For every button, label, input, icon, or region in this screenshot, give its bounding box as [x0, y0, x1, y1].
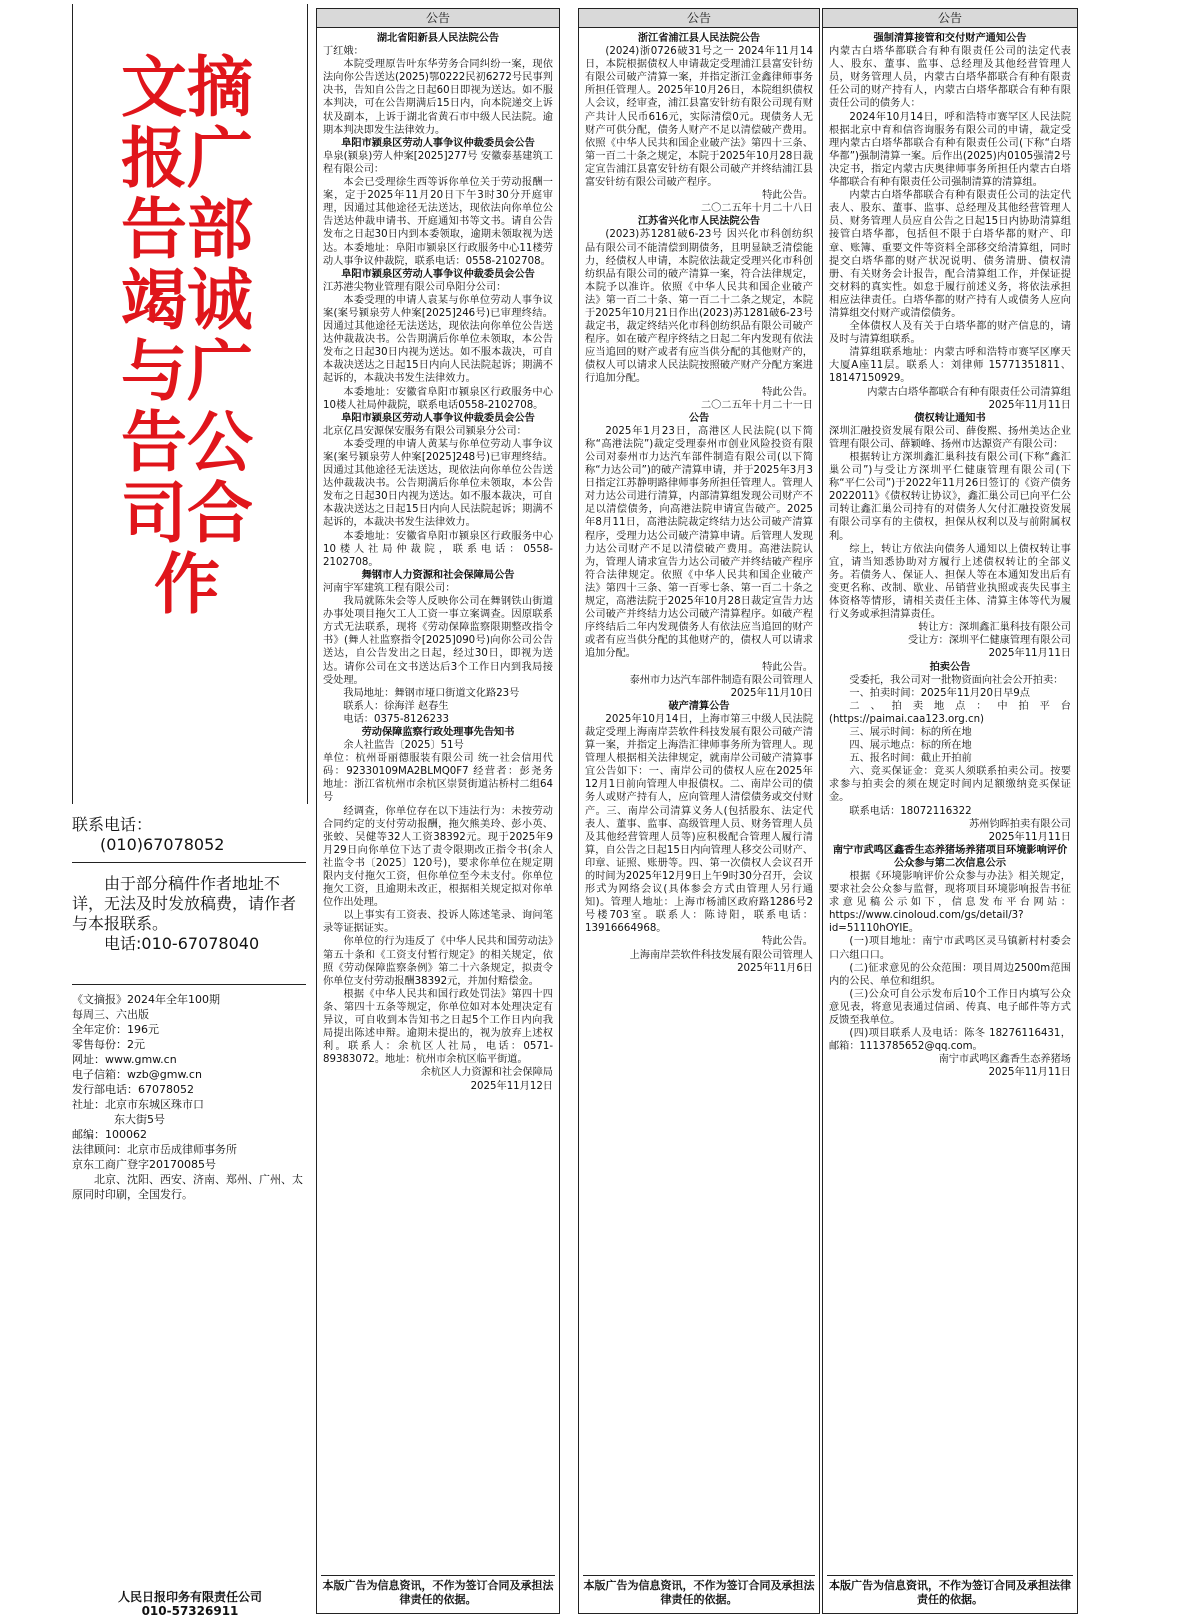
author-notice-text: 由于部分稿件作者地址不详，无法及时发放稿费，请作者与本报联系。 — [72, 874, 297, 933]
notice-paragraph: 根据《中华人民共和国行政处罚法》第四十四条、第四十五条等规定，你单位如对本处理决定有异议，可自收到本告知书之日起5个工作日内向我局提出陈述申辩。逾期未提出的，视为放弃上述权利。联系人：余杭区人社局，电话：0571-89383072。地址：杭州市余杭区临平街道。 — [323, 988, 553, 1066]
contact-block — [72, 812, 306, 854]
notice-signature: 2025年11月6日 — [737, 962, 813, 974]
notice-signature: 转让方：深圳鑫汇巢科技有限公司 — [918, 622, 1071, 634]
notice-paragraph: 受委托，我公司对一批物资面向社会公开拍卖： — [849, 674, 1064, 686]
notice-paragraph: (一)项目地址：南宁市武鸣区灵马镇新村村委会口六组口口。 — [829, 936, 1071, 961]
notice-signature: 特此公告。 — [762, 386, 813, 398]
notice-paragraph: 本院受理原告叶东华劳务合同纠纷一案，现依法向你公告送达(2025)鄂0222民初6272号民事判决书，告知自公告之日起60日即视为送达。如不服本判决，可在公告期满后15日内，向本院递交上诉状及副本，上诉于湖北省黄石市中级人民法院。逾期本判决即发生法律效力。 — [323, 59, 553, 136]
notice-paragraph: 联系电话：18072116322 — [849, 805, 972, 817]
notice-paragraph: 五、报名时间：截止开拍前 — [849, 753, 972, 765]
notice-paragraph: 2024年10月14日，呼和浩特市赛罕区人民法院根据北京中育和信咨询服务有限公司的申请，裁定受理内蒙古白塔华都联合有种有限责任公司(下称“白塔华都”)强制清算一案。后作出(2025)内0105强清2号决定书，指定内蒙古庆奥律师事务所担任内蒙古白塔华都联合有种有限责任公司强制清算的清算组。 — [829, 111, 1071, 189]
notice-paragraph: 2025年10月14日，上海市第三中级人民法院裁定受理上海南岸芸软件科技发展有限公司破产清算一案，并指定上海浩汇律师事务所为管理人。现管理人根据相关法律规定，就南岸公司破产清算事宜公告如下：一、南岸公司的债权人应在2025年12月1日前向管理人申报债权。二、南岸公司的债务人或财产持有人，应向管理人清偿债务或交付财产。三、南岸公司清算义务人(包括股东、法定代表人、董事、监事、高级管理人员、财务管理人员及其他经营管理人员等)应积极配合管理人履行清算，自公告之日起15日内向管理人移交公司财产、印章、证照、账册等。四、第一次债权人会议召开的时间为2025年12月9日上午9时30分召开，会议形式为网络会议(具体参会方式由管理人另行通知)。管理人地址：上海市杨浦区政府路1286号2号楼703室。联系人：陈诗阳，联系电话：13916664968。 — [585, 713, 813, 935]
notice-signature: 特此公告。 — [762, 936, 813, 948]
column-body — [317, 28, 559, 1602]
colophon-line: 京东工商广登字20170085号 — [72, 1158, 216, 1171]
colophon-line: 网址：www.gmw.cn — [72, 1053, 177, 1066]
notice-paragraph: 2025年1月23日，高港区人民法院(以下简称“高港法院”)裁定受理泰州市创业风险投资有限公司对泰州市力达汽车部件制造有限公司(以下简称“力达公司”)的破产清算申请，并于2025年3月3日指定江苏静明路律师事务所担任管理人。管理人对力达公司进行清算，内部清算组发现公司财产不足以清偿债务，向高港法院申请宣告破产。2025年8月11日，高港法院裁定终结力达公司破产清算程序，受理力达公司破产清算申请。后管理人发现力达公司财产不足以清偿破产费用。高港法院认为，管理人请求宣告力达公司破产并终结破产程序符合法律规定。依照《中华人民共和国企业破产法》第四十三条、第一百零七条、第一百二十条之规定，高港法院于2025年10月28日裁定宣告力达公司破产并终结力达公司破产清算程序。如破产程序终结后二年内发现债务人有依法应当追回的财产或者有应当供分配的其他财产的，债权人可以请求追加分配。 — [585, 425, 813, 660]
colophon-line: 每周三、六出版 — [72, 1008, 149, 1021]
notice-title: 拍卖公告 — [929, 661, 971, 673]
notice-signature: 上海南岸芸软件科技发展有限公司管理人 — [629, 949, 813, 961]
colophon — [72, 992, 306, 1202]
notice-paragraph: 以上事实有工资表、投诉人陈述笔录、询问笔录等证据证实。 — [323, 910, 553, 935]
notice-addressee: 丁红娥： — [323, 46, 364, 58]
notice-signature: 南宁市武鸣区鑫香生态养猪场 — [938, 1054, 1071, 1066]
notice-paragraph: (2024)浙0726破31号之一 2024年11月14日，本院根据债权人申请裁定受理浦江县富安针纺有限公司破产清算一案，并指定浙江金鑫律师事务所担任管理人。2025年10月26日，本院组织债权人会议，经审查，浦江县富安针纺有限公司现有财产共计人民币616元，实际清偿0元。现债务人无财产可供分配，债务人财产不足以清偿破产费用。依照《中华人民共和国企业破产法》第四十三条、第一百二十条之规定，本院于2025年10月28日裁定宣告浦江县富安针纺有限公司破产并终结浦江县富安针纺有限公司破产程序。 — [585, 46, 813, 189]
notice-paragraph: 六、竞买保证金：竞买人须联系拍卖公司。按要求参与拍卖会的须在规定时间内足额缴纳竞买保证金。 — [829, 766, 1071, 804]
notice-paragraph: 电话：0375-8126233 — [343, 713, 449, 725]
notice-signature: 特此公告。 — [762, 190, 813, 202]
contact-label: 联系电话： — [72, 815, 153, 834]
sidebar — [72, 4, 310, 1618]
column-body — [823, 28, 1077, 1602]
notice-paragraph: 余人社监告〔2025〕51号 — [343, 740, 464, 752]
disclaimer: 本版广告为信息资讯，不作为签订合同及承担法律责任的依据。 — [583, 1575, 815, 1607]
notice-column-1 — [316, 8, 560, 1614]
notice-title: 公告 — [688, 412, 710, 424]
notice-addressee: 深圳汇融投资发展有限公司、薛俊熙、扬州美达企业管理有限公司、薛颖峰、扬州市达源资产有限公司： — [829, 425, 1071, 450]
notice-signature: 余杭区人力资源和社会保障局 — [420, 1067, 553, 1079]
colophon-line: 零售每份：2元 — [72, 1038, 145, 1051]
notice-paragraph: 四、展示地点：标的所在地 — [849, 740, 972, 752]
contact-phone: (010)67078052 — [100, 835, 225, 854]
divider — [72, 984, 306, 985]
notice-title: 破产清算公告 — [668, 700, 730, 712]
colophon-line: 全年定价：196元 — [72, 1023, 159, 1036]
notice-signature: 2025年11月11日 — [988, 831, 1071, 843]
author-notice — [72, 874, 306, 954]
colophon-line: 《文摘报》2024年全年100期 — [72, 993, 220, 1006]
author-notice-phone: 电话:010-67078040 — [104, 934, 260, 953]
notice-signature: 内蒙古白塔华都联合有种有限责任公司清算组 — [867, 386, 1071, 398]
notice-paragraph: 本会已受理徐生西等诉你单位关于劳动报酬一案，定于2025年11月20日下午3时30分开庭审理，因通过其他途径无法送达，现依法向你单位公告送达仲裁申请书、开庭通知书等文书。请自公告发布之日起30日内到本委领取，逾期未领取视为送达。本委地址：阜阳市颍泉区行政服务中心11楼劳动人事争议仲裁院，联系电话：0558-2102708。 — [323, 177, 553, 267]
notice-paragraph: 全体债权人及有关于白塔华都的财产信息的，请及时与清算组联系。 — [829, 321, 1071, 346]
notice-title: 强制清算接管和交付财产通知公告 — [873, 33, 1027, 44]
notice-paragraph: 三、展示时间：标的所在地 — [849, 726, 972, 738]
notice-paragraph: 经调查，你单位存在以下违法行为：未按劳动合同约定的支付劳动报酬，拖欠熊美玲、彭小英、张蛟、吴健等32人工资38392元。现于2025年9月29日向你单位下达了责令限期改正指令书(余人社监令书〔2025〕120号)，要求你单位在规定期限内支付拖欠工资，但你单位至今未支付。你单位拖欠工资，且逾期未改正，根据相关规定拟对你单位作出处理。 — [323, 805, 553, 909]
colophon-line: 北京、沈阳、西安、济南、郑州、广州、太原同时印刷，全国发行。 — [72, 1173, 303, 1201]
notice-title: 南宁市武鸣区鑫香生态养猪场养猪项目环境影响评价公众参与第二次信息公示 — [832, 844, 1068, 869]
column-body — [579, 28, 819, 1602]
column-header: 公告 — [823, 9, 1077, 28]
notice-signature: 二〇二五年十月二十一日 — [700, 399, 813, 411]
notice-paragraph: 综上，转让方依法向债务人通知以上债权转让事宜，请当知悉协助对方履行上述债权转让的全部义务。若债务人、保证人、担保人等在本通知发出后有变更名称、改制、歇业、吊销营业执照或丧失民事主体资格等情形，请相关责任主体、清算主体等代为履行义务或承担清算责任。 — [829, 543, 1071, 621]
notice-signature: 2025年11月12日 — [470, 1080, 553, 1092]
notice-paragraph: 我局地址：舞钢市垭口街道文化路23号 — [343, 687, 520, 699]
notice-title: 劳动保障监察行政处理事先告知书 — [361, 726, 515, 738]
colophon-line: 法律顾问：北京市岳成律师事务所 — [72, 1143, 237, 1156]
notice-paragraph: 内蒙古白塔华都联合有种有限责任公司的法定代表人、股东、董事、监事、总经理及其他经营管理人员、财务管理人员应自公告之日起15日内协助清算组接管白塔华都，包括但不限于白塔华都的财产、印章、账簿、重要文件等资料全部移交给清算组，同时提交白塔华都的财产状况说明、债务清册、债权清册、有关财务会计报告，配合清算组工作，并保证提交材料的真实性。如怠于履行前述义务，将依法承担相应法律责任。白塔华都的财产持有人或债务人应向清算组交付财产或清偿债务。 — [829, 190, 1071, 319]
notice-paragraph: (2023)苏1281破6-23号 因兴化市科创纺织品有限公司不能清偿到期债务，且明显缺乏清偿能力，经债权人申请，本院依法裁定受理兴化市科创纺织品有限公司的破产清算一案，符合法律规定，本院予以准许。依照《中华人民共和国企业破产法》第一百二十条、第一百二十二条之规定，本院于2025年10月21日作出(2023)苏1281破6-23号裁定书，裁定终结兴化市科创纺织品有限公司破产程序。如在破产程序终结之日起二年内发现有依法应当追回的财产或者有应当供分配的其他财产的，债权人可以请求人民法院按照破产财产分配方案进行追加分配。 — [585, 229, 813, 385]
notice-paragraph: 根据转让方深圳鑫汇巢科技有限公司(下称“鑫汇巢公司”)与受让方深圳平仁健康管理有限公司(下称“平仁公司”)于2022年11月26日签订的《资产债务2022011》《债权转让协议》，鑫汇巢公司已向平仁公司转让鑫汇巢公司持有的对债务人欠付汇融投资发展有限公司享有的主债权，担保从权利以及与前附属权利。 — [829, 452, 1071, 542]
notice-paragraph: 本委地址：安徽省阜阳市颍泉区行政服务中心10楼人社局仲裁院，联系电话0558-2102708。 — [323, 386, 553, 411]
colophon-line: 东大街5号 — [114, 1113, 165, 1126]
notice-paragraph: 清算组联系地址：内蒙古呼和浩特市赛罕区摩天大厦A座11层。联系人：刘律师 15771351811、18147150929。 — [829, 347, 1071, 385]
notice-signature: 泰州市力达汽车部件制造有限公司管理人 — [629, 674, 813, 686]
notice-paragraph: 你单位的行为违反了《中华人民共和国劳动法》第五十条和《工资支付暂行规定》的相关规定，依照《劳动保障监察条例》第二十六条规定，拟责令你单位支付劳动报酬38392元，并加付赔偿金。 — [323, 936, 553, 987]
notice-title: 江苏省兴化市人民法院公告 — [637, 216, 761, 228]
notice-paragraph: 联系人：徐海洋 赵春生 — [343, 700, 449, 712]
notice-title: 阜阳市颍泉区劳动人事争议仲裁委员会公告 — [341, 412, 535, 424]
notice-paragraph: 本委受理的申请人黄某与你单位劳动人事争议案(案号颍泉劳人仲案[2025]248号)已审理终结。因通过其他途径无法送达，现依法向你单位公告送达仲裁裁决书。公告期满后你单位未领取，本公告发布之日起30日内视为送达。如不服本裁决，可自本裁决送达之日起15日内向人民法院起诉；期满不起诉的，本裁决书发生法律效力。 — [323, 438, 553, 529]
notice-paragraph: (二)征求意见的公众范围：项目周边2500m范围内的公民、单位和组织。 — [829, 962, 1071, 987]
notice-signature: 2025年11月11日 — [988, 399, 1071, 411]
notice-signature: 2025年11月11日 — [988, 1067, 1071, 1079]
notice-signature: 特此公告。 — [762, 661, 813, 673]
column-header: 公告 — [317, 9, 559, 28]
printer-name: 人民日报印务有限责任公司 — [117, 1590, 262, 1604]
ad-slogan: 文摘报广告部竭诚与广告公司合作 — [121, 49, 253, 623]
notice-title: 舞钢市人力资源和社会保障局公告 — [361, 569, 515, 581]
notice-signature: 受让方：深圳平仁健康管理有限公司 — [908, 635, 1071, 647]
notice-title: 债权转让通知书 — [914, 412, 986, 424]
notice-addressee: 河南宇军建筑工程有限公司： — [323, 582, 456, 594]
notice-paragraph: 二、拍卖地点：中拍平台(https://paimai.caa123.org.cn) — [829, 700, 1071, 725]
notice-paragraph: 本委受理的申请人袁某与你单位劳动人事争议案(案号颍泉劳人仲案[2025]246号)已审理终结。因通过其他途径无法送达，现依法向你单位公告送达仲裁裁决书。公告期满后你单位未领取，本公告发布之日起30日内视为送达。如不服本裁决，可自本裁决送达之日起15日内向人民法院起诉；期满不起诉的，本裁决书发生法律效力。 — [323, 294, 553, 385]
notice-column-3 — [822, 8, 1078, 1614]
notice-signature: 苏州钧晖拍卖有限公司 — [969, 818, 1071, 830]
colophon-line: 邮编：100062 — [72, 1128, 147, 1141]
divider — [72, 862, 306, 863]
disclaimer: 本版广告为信息资讯，不作为签订合同及承担法律责任的依据。 — [827, 1575, 1073, 1607]
notice-addressee: 内蒙古白塔华都联合有种有限责任公司的法定代表人、股东、董事、监事、总经理及其他经营管理人员，财务管理人员，内蒙古白塔华都联合有种有限责任公司的财产持有人，内蒙古白塔华都联合有种有限责任公司的债务人： — [829, 46, 1071, 110]
notice-title: 阜阳市颍泉区劳动人事争议仲裁委员会公告 — [341, 268, 535, 280]
notice-paragraph: (三)公众可自公示发布后10个工作日内填写公众意见表，将意见表通过信函、传真、电子邮件等方式反馈至我单位。 — [829, 988, 1071, 1027]
notice-addressee: 阜泉(颍泉)劳人仲案[2025]277号 安徽泰基建筑工程有限公司： — [323, 150, 553, 175]
notice-addressee: 北京亿昌安源保安服务有限公司颍泉分公司： — [323, 425, 527, 437]
notice-signature: 2025年11月10日 — [730, 687, 813, 699]
colophon-line: 电子信箱：wzb@gmw.cn — [72, 1068, 202, 1081]
notice-title: 湖北省阳新县人民法院公告 — [376, 33, 500, 44]
notice-column-2 — [578, 8, 820, 1614]
colophon-line: 发行部电话：67078052 — [72, 1083, 194, 1096]
printer-phone: 010-57326911 — [141, 1604, 239, 1618]
notice-signature: 二〇二五年十月二十八日 — [700, 203, 813, 215]
notice-title: 阜阳市颍泉区劳动人事争议仲裁委员会公告 — [341, 137, 535, 149]
notice-paragraph: 本委地址：安徽省阜阳市颍泉区行政服务中心10楼人社局仲裁院，联系电话：0558-2102708。 — [323, 530, 553, 568]
column-header: 公告 — [579, 9, 819, 28]
notice-paragraph: 我局就陈朱会等人反映你公司在舞钢铁山街道办事处项目拖欠工人工资一事立案调查。因原联系方式无法联系，现将《劳动保障监察限期整改指令书》(舞人社监察指令[2025]090号)向你公司公告送达，自公告发出之日起，经过30日，即视为送达。请你公司在文书送达后3个工作日内到我局接受处理。 — [323, 596, 553, 686]
printer-info — [80, 1590, 300, 1618]
notice-paragraph: (四)项目联系人及电话：陈冬 18276116431，邮箱：1113785652@qq.com。 — [829, 1028, 1071, 1053]
notice-addressee: 江苏港尖物业管理有限公司阜阳分公司： — [323, 281, 507, 293]
notice-paragraph: 一、拍卖时间：2025年11月20日早9点 — [849, 687, 1030, 699]
disclaimer: 本版广告为信息资讯，不作为签订合同及承担法律责任的依据。 — [321, 1575, 555, 1607]
notice-title: 浙江省浦江县人民法院公告 — [637, 33, 761, 44]
notice-addressee: 单位：杭州哥丽德服装有限公司 统一社会信用代码：92330109MA2BLMQ0F7 经营者：彭尧务 地址：浙江省杭州市余杭区崇贤街道沾桥村二组64号 — [323, 753, 553, 804]
colophon-line: 社址：北京市东城区珠市口 — [72, 1098, 204, 1111]
notice-paragraph: 根据《环境影响评价公众参与办法》相关规定，要求社会公众参与监督，现将项目环境影响报告书征求意见稿公示如下，信息发布平台网站：https://www.cinoloud.com/gs/detail/3?id=51110hOYIE。 — [829, 871, 1071, 935]
notice-signature: 2025年11月11日 — [988, 648, 1071, 660]
